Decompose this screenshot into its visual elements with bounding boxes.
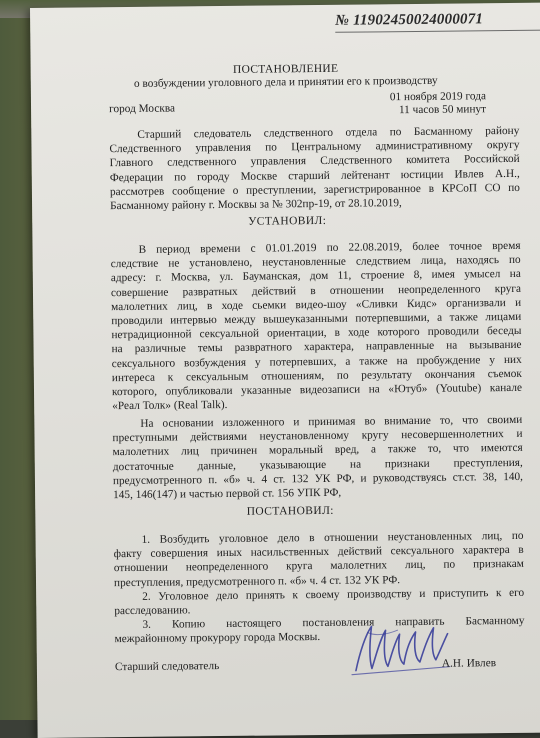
basis-line: На основании изложенного и принимая во внимание то, что своими [140, 413, 523, 430]
established-line: на различные темы развратного характера, направленные на вызывание [111, 339, 522, 356]
established-line: нетрадиционной сексуальной ориентации, в ходе которого проводили беседы [111, 324, 522, 342]
resolution-list [114, 529, 525, 647]
resolution-line: 2. Уголовное дело принять к своему производству и приступить к его [142, 586, 525, 603]
document-title: ПОСТАНОВЛЕНИЕ [232, 62, 339, 76]
established-line: «Реал Толк» (Real Talk). [112, 399, 228, 413]
basis-line: 145, 146(147) и частью первой ст. 156 УПК РФ, [113, 486, 342, 502]
signer-title: Старший следователь [114, 660, 220, 674]
resolution-line: преступления, предусмотренного п. «б» ч. 4 ст. 132 УК РФ. [113, 573, 401, 589]
heading-resolved: ПОСТАНОВИЛ: [246, 504, 334, 518]
basis-line: предусмотренного п. «б» ч. 4 ст. 132 УК РФ, и руководствуясь ст.ст. 38, 140, [112, 470, 523, 487]
resolution-line: отношении неопределенного круга малолетних лиц, по признакам [113, 558, 524, 575]
established-line: малолетних лиц, в ходе сьемки видео-шоу «Сливки Кидс» организвали и [111, 296, 522, 313]
established-paragraph [110, 239, 522, 414]
document-city: город Москва [109, 102, 176, 116]
basis-paragraph [112, 413, 523, 502]
intro-line: Главного следственного управления Следственного комитета Российской [109, 153, 520, 170]
established-line: совершение развратных действий в отношении неопределенного круга [110, 282, 522, 299]
resolution-line: факту совершения иных насильственных действий сексуального характера в [113, 544, 524, 561]
basis-line: достаточные данные, указывающие на признаки преступления, [112, 456, 523, 473]
resolution-line: расследованию. [114, 604, 191, 618]
resolution-line: межрайонному прокурору города Москвы. [114, 631, 321, 646]
document-date: 01 ноября 2019 года [389, 90, 487, 104]
basis-line: преступными действиями неустановленному кругу несовершеннолетних и [112, 428, 523, 445]
resolution-line: 1. Возбудить уголовное дело в отношении неустановленных лиц, по [141, 529, 524, 546]
intro-line: Следственного управления по Центральному административному округу [109, 139, 520, 156]
intro-line: Старший следователь следственного отдела по Басманному району [137, 124, 520, 141]
established-line: которого, опубликовали указанные видеозаписи на «Ютуб» (Youtube) канале [111, 381, 523, 399]
basis-line: малолетних лиц причинен моральный вред, а также то, что имеются [112, 442, 523, 459]
case-number: № 11902450024000071 [335, 11, 484, 29]
resolution-line: 3. Копию настоящего постановления направить Басманному [142, 614, 525, 631]
intro-paragraph [109, 124, 520, 213]
case-number-underline [335, 30, 540, 33]
signer-name: А.Н. Ивлев [441, 657, 497, 670]
established-line: адресу: г. Москва, ул. Бауманская, дом 11, строение 8, имея умысел на [110, 268, 521, 285]
established-line: интереса к сексуальным отношениям, по результату окончания съемок [111, 367, 522, 384]
intro-line: Федерации по городу Москве старший лейтенант юстиции Ивлев А.Н., [109, 167, 520, 184]
intro-line: Басманному району г. Москвы за № 302пр-19, от 28.10.2019, [110, 197, 402, 213]
document-subtitle: о возбуждении уголовного дела и принятии его к производству [133, 74, 438, 90]
established-line: сексуального возбуждения у потерпевших, а также на пробуждение у них [111, 353, 522, 370]
handwritten-signature [341, 612, 457, 683]
heading-established: УСТАНОВИЛ: [248, 214, 327, 228]
established-line: следствие не установлено, неустановленные следствием лица, находясь по [110, 254, 521, 271]
established-line: проводили интервью между вышеуказанными потерпевшими, а также лицами [111, 310, 522, 328]
intro-line: рассмотрев сообщение о преступлении, зарегистрированное в КРСоП СО по [109, 181, 520, 198]
document-page [30, 2, 540, 738]
established-line: В период времени с 01.01.2019 по 22.08.2019, более точное время [138, 239, 521, 256]
document-time: 11 часов 50 минут [398, 103, 487, 117]
